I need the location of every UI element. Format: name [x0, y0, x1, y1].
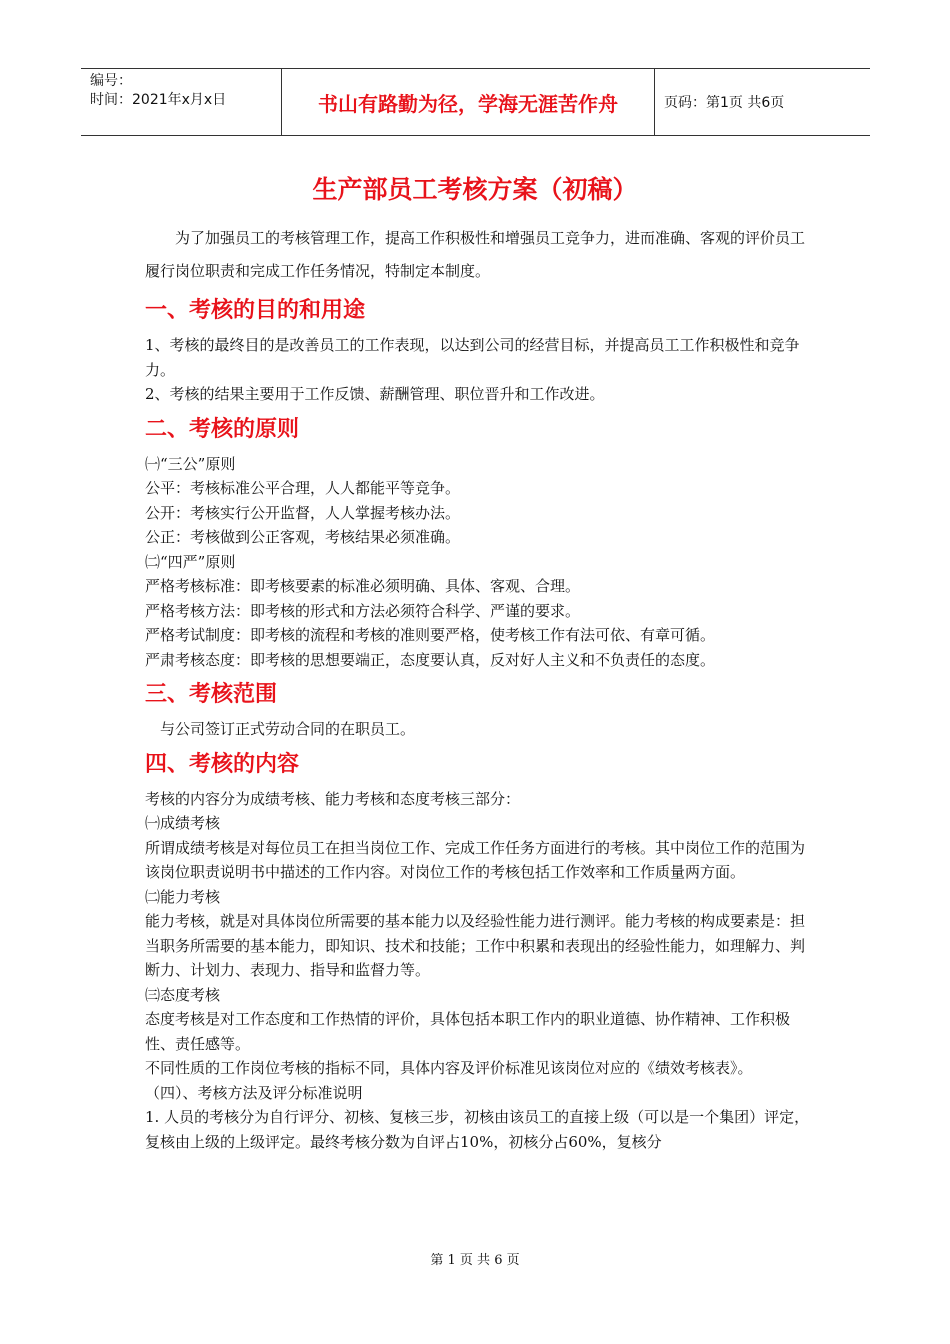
header-table — [81, 68, 870, 136]
paragraph: 严格考试制度：即考核的流程和考核的准则要严格，使考核工作有法可依、有章可循。 — [145, 626, 716, 644]
document-title: 生产部员工考核方案（初稿） — [312, 175, 638, 204]
paragraph: 所谓成绩考核是对每位员工在担当岗位工作、完成工作任务方面进行的考核。其中岗位工作的范围为该岗位职责说明书中描述的工作内容。对岗位工作的考核包括工作效率和工作质量两方面。 — [145, 838, 806, 881]
paragraph: 1、考核的最终目的是改善员工的工作表现，以达到公司的经营目标，并提高员工工作积极性和竞争力。 — [145, 336, 800, 379]
paragraph: 能力考核，就是对具体岗位所需要的基本能力以及经验性能力进行测评。能力考核的构成要素是：担当职务所需要的基本能力，即知识、技术和技能；工作中积累和表现出的经验性能力，如理解力、判断力、计划力、表现力、指导和监督力等。 — [145, 912, 806, 979]
paragraph: 1. 人员的考核分为自行评分、初核、复核三步，初核由该员工的直接上级（可以是一个集团）评定，复核由上级的上级评定。最终考核分数为自评占10%，初核分占60%，复核分 — [145, 1108, 810, 1151]
paragraph: ㈠成绩考核 — [145, 814, 221, 832]
paragraph: 公平：考核标准公平合理，人人都能平等竞争。 — [145, 479, 461, 497]
paragraph: ㈡能力考核 — [145, 887, 221, 906]
section-heading-4: 四、考核的内容 — [145, 751, 300, 777]
paragraph: 严格考核方法：即考核的形式和方法必须符合科学、严谨的要求。 — [145, 601, 581, 620]
paragraph: ㈡“四严”原则 — [145, 552, 236, 571]
section-heading-1: 一、考核的目的和用途 — [145, 298, 366, 323]
paragraph: 公开：考核实行公开监督，人人掌握考核办法。 — [145, 503, 461, 522]
document-body — [145, 222, 810, 1154]
header-page-info: 页码：第1页 共6页 — [664, 95, 785, 111]
paragraph: 与公司签订正式劳动合同的在职员工。 — [160, 720, 416, 738]
paragraph: 严格考核标准：即考核要素的标准必须明确、具体、客观、合理。 — [145, 577, 581, 595]
paragraph: 公正：考核做到公正客观，考核结果必须准确。 — [145, 528, 461, 546]
number-label: 编号： — [90, 73, 132, 89]
paragraph: 考核的内容分为成绩考核、能力考核和态度考核三部分： — [145, 789, 521, 808]
paragraph: 态度考核是对工作态度和工作热情的评价，具体包括本职工作内的职业道德、协作精神、工作积极性、责任感等。 — [145, 1010, 791, 1053]
header-motto: 书山有路勤为径，学海无涯苦作舟 — [282, 69, 655, 135]
paragraph: 严肃考核态度：即考核的思想要端正，态度要认真，反对好人主义和不负责任的态度。 — [145, 650, 716, 669]
time-label: 时间：2021年x月x日 — [90, 92, 227, 108]
paragraph: （四）、考核方法及评分标准说明 — [145, 1083, 363, 1102]
paragraph: 2、考核的结果主要用于工作反馈、薪酬管理、职位晋升和工作改进。 — [145, 385, 605, 403]
paragraph: ㈢态度考核 — [145, 985, 221, 1004]
section-heading-3: 三、考核范围 — [145, 682, 278, 707]
page-footer: 第 1 页 共 6 页 — [430, 1253, 520, 1268]
header-meta — [81, 69, 282, 135]
section-heading-2: 二、考核的原则 — [145, 416, 300, 442]
intro-paragraph: 为了加强员工的考核管理工作，提高工作积极性和增强员工竞争力，进而准确、客观的评价员工履行岗位职责和完成工作任务情况，特制定本制度。 — [145, 229, 806, 280]
paragraph: 不同性质的工作岗位考核的指标不同，具体内容及评价标准见该岗位对应的《绩效考核表》。 — [145, 1059, 753, 1077]
paragraph: ㈠“三公”原则 — [145, 454, 236, 473]
